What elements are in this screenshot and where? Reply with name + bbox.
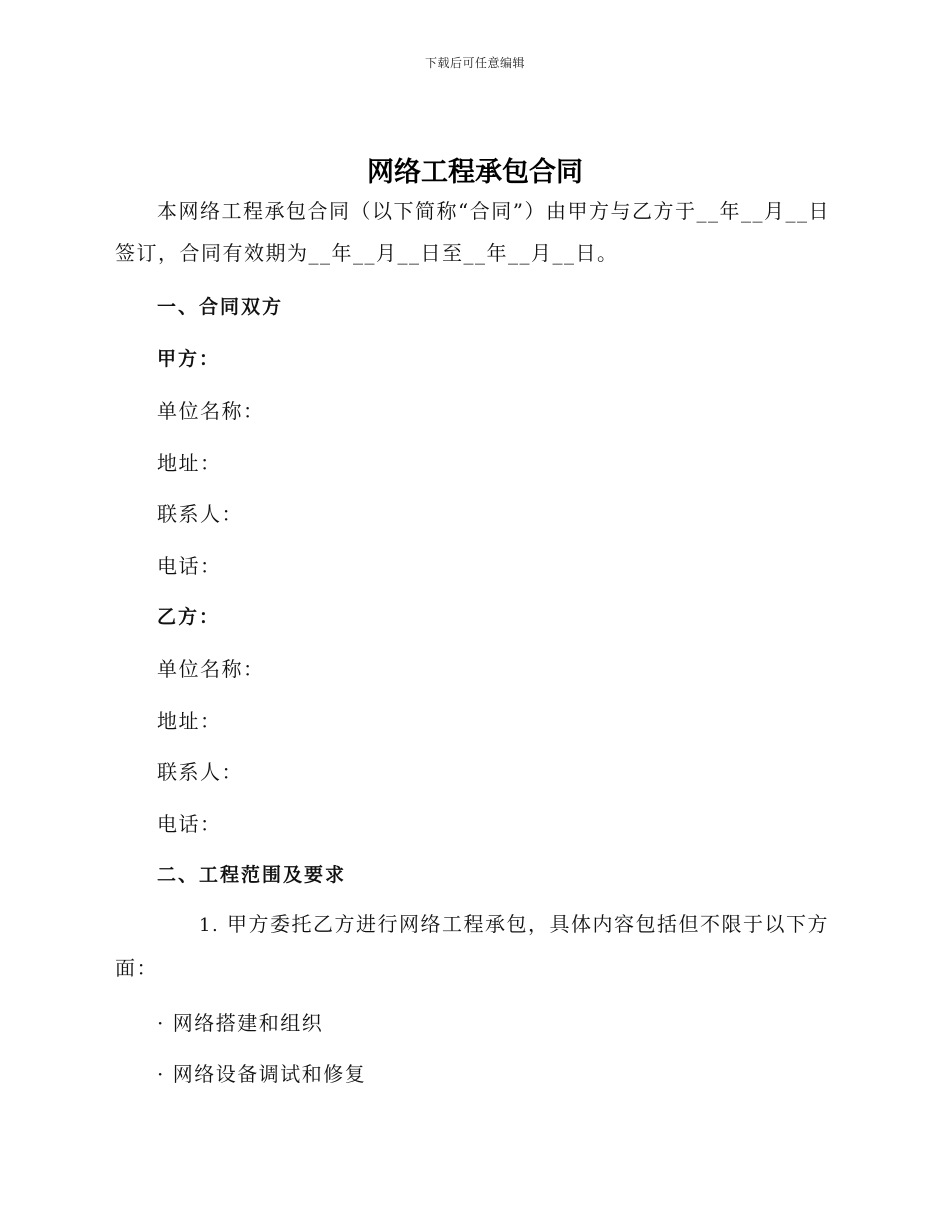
section2-heading: 二、工程范围及要求 <box>157 864 347 886</box>
party-b-address: 地址： <box>157 709 222 733</box>
intro-paragraph: 本网络工程承包合同（以下简称“合同”）由甲方与乙方于__年__月__日签订，合同有效期为__年__月__日至__年__月__日。 <box>115 199 830 265</box>
section1-heading: 一、合同双方 <box>157 296 284 318</box>
item-text: 甲方委托乙方进行网络工程承包，具体内容包括但不限于以下方面： <box>115 912 829 980</box>
party-a-contact: 联系人： <box>157 502 243 526</box>
party-a-phone: 电话： <box>157 554 222 578</box>
document-title: 网络工程承包合同 <box>367 157 583 188</box>
bullet-item: · 网络搭建和组织 <box>157 1011 324 1035</box>
party-b-label: 乙方： <box>157 606 221 628</box>
header-note: 下载后可任意编辑 <box>424 56 525 70</box>
section2-item1 <box>115 903 835 989</box>
party-b-unit: 单位名称： <box>157 657 265 681</box>
party-a-unit: 单位名称： <box>157 399 265 423</box>
party-b-contact: 联系人： <box>157 760 243 784</box>
party-a-address: 地址： <box>157 451 222 475</box>
party-a-label: 甲方： <box>157 348 221 370</box>
bullet-item: · 网络设备调试和修复 <box>157 1062 367 1086</box>
item-number: 1. <box>199 915 220 936</box>
party-b-phone: 电话： <box>157 812 222 836</box>
